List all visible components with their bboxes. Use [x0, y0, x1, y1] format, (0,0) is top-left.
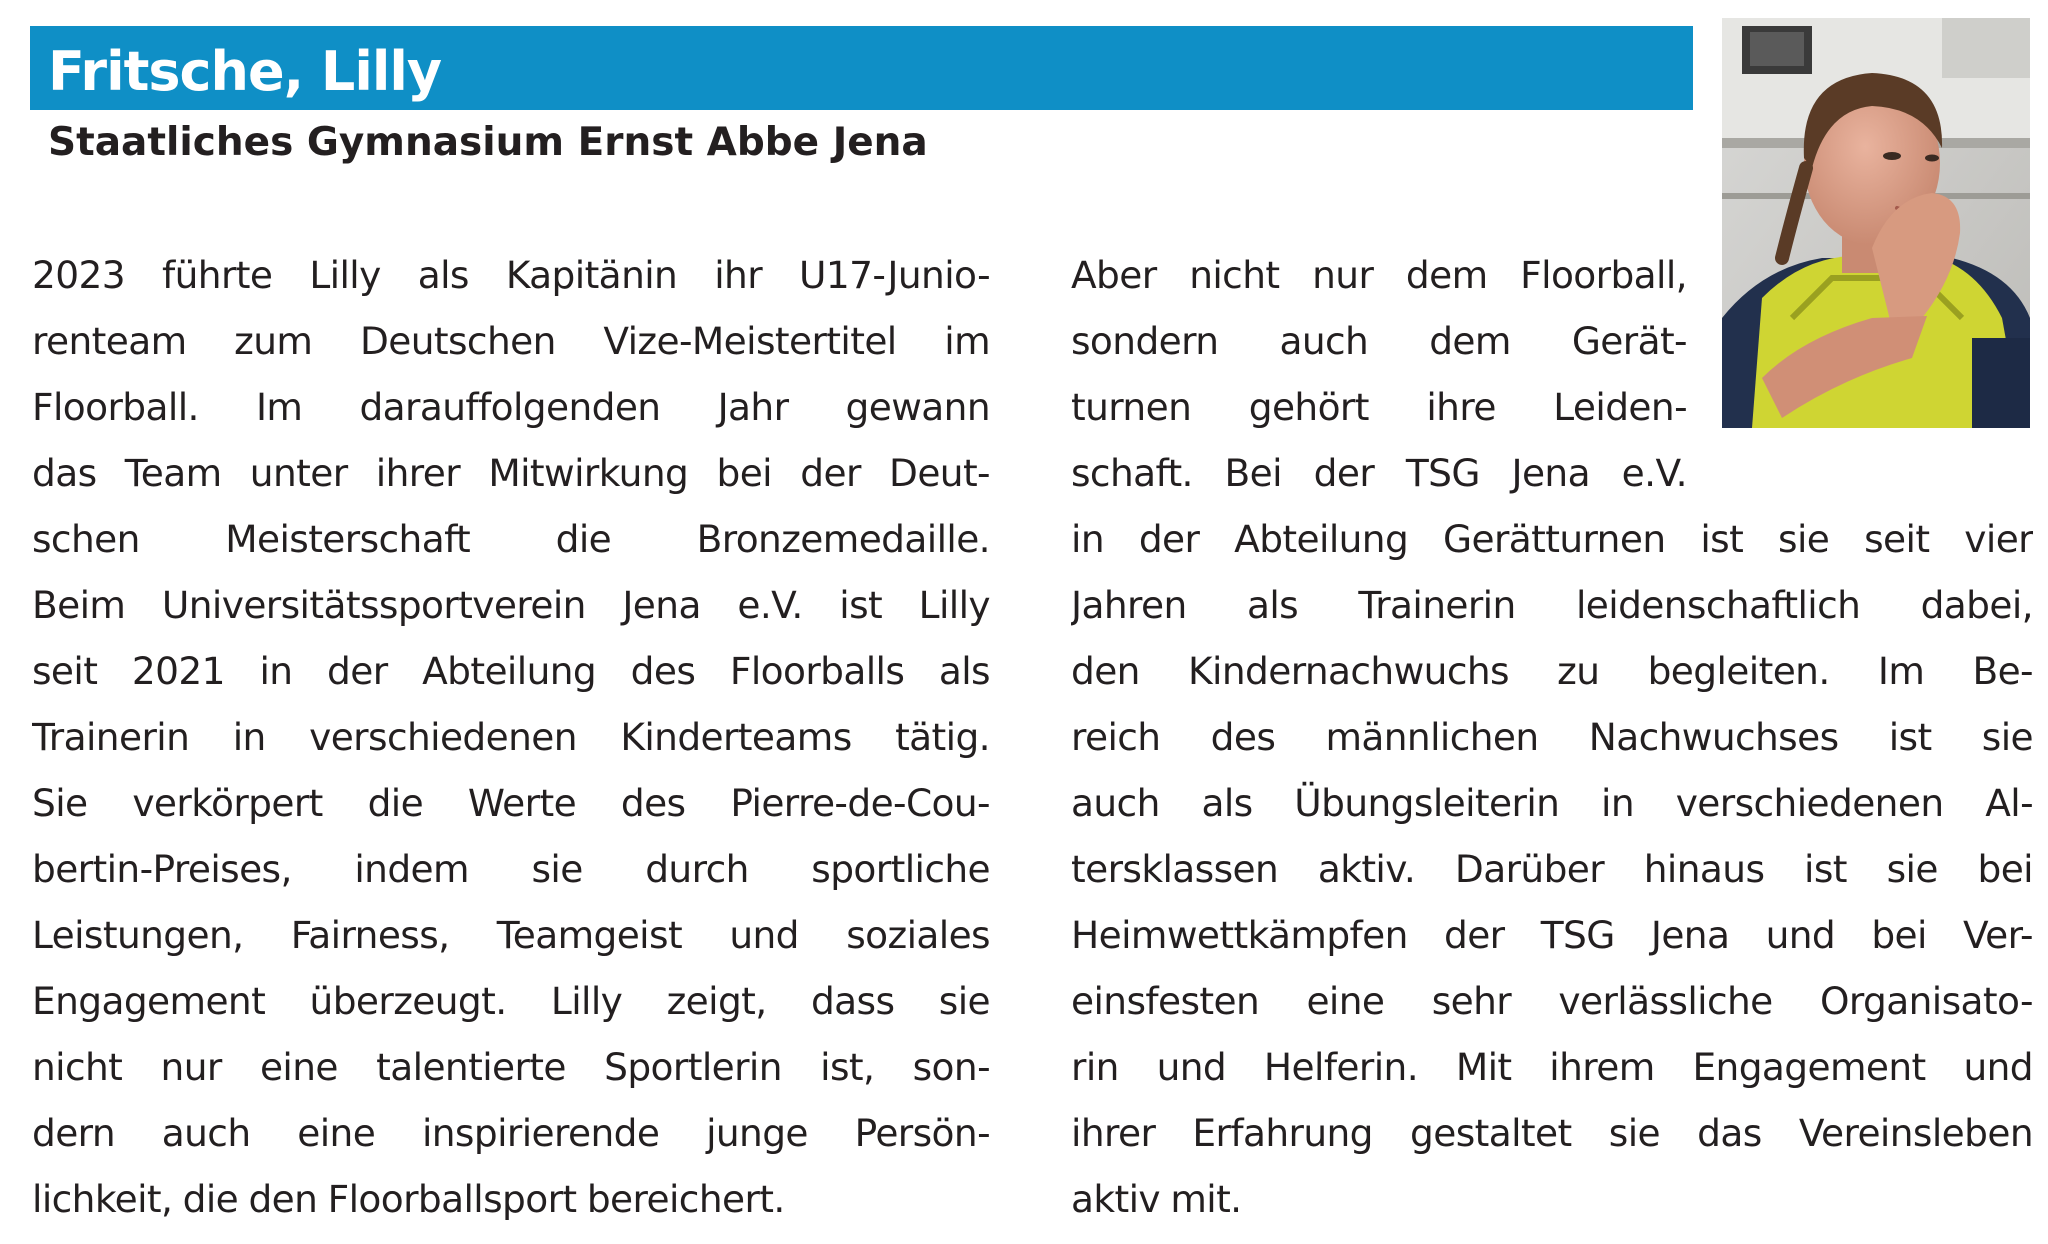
article-right-column-top — [1071, 242, 1687, 506]
text-line: Trainerin in verschiedenen Kinderteams tätig. — [32, 715, 990, 759]
text-line: schen Meisterschaft die Bronzemedaille. — [32, 517, 990, 561]
text-line: schaft. Bei der TSG Jena e.V. — [1071, 451, 1687, 495]
text-line: aktiv mit. — [1071, 1177, 1242, 1221]
text-line: Engagement überzeugt. Lilly zeigt, dass sie — [32, 979, 990, 1023]
text-line: Aber nicht nur dem Floorball, — [1071, 253, 1687, 297]
text-line: einsfesten eine sehr verlässliche Organisato- — [1071, 979, 2033, 1023]
text-line: turnen gehört ihre Leiden- — [1071, 385, 1687, 429]
portrait-photo-icon — [1722, 18, 2030, 428]
text-line: renteam zum Deutschen Vize-Meistertitel im — [32, 319, 990, 363]
text-line: bertin-Preises, indem sie durch sportliche — [32, 847, 990, 891]
text-line: tersklassen aktiv. Darüber hinaus ist sie bei — [1071, 847, 2033, 891]
text-line: nicht nur eine talentierte Sportlerin ist, son- — [32, 1045, 990, 1089]
text-line: sondern auch dem Gerät- — [1071, 319, 1687, 363]
text-line: das Team unter ihrer Mitwirkung bei der Deut- — [32, 451, 990, 495]
text-line: rin und Helferin. Mit ihrem Engagement und — [1071, 1045, 2033, 1089]
text-line: dern auch eine inspirierende junge Persön- — [32, 1111, 990, 1155]
portrait-photo — [1722, 18, 2030, 428]
person-name: Fritsche, Lilly — [48, 40, 442, 103]
article-left-column — [32, 242, 990, 1232]
text-line: Heimwettkämpfen der TSG Jena und bei Ver- — [1071, 913, 2033, 957]
text-line: reich des männlichen Nachwuchses ist sie — [1071, 715, 2033, 759]
school-name: Staatliches Gymnasium Ernst Abbe Jena — [48, 120, 928, 165]
article-right-column — [1071, 506, 2033, 1232]
text-line: seit 2021 in der Abteilung des Floorballs als — [32, 649, 990, 693]
text-line: Jahren als Trainerin leidenschaftlich dabei, — [1071, 583, 2033, 627]
text-line: 2023 führte Lilly als Kapitänin ihr U17-Junio- — [32, 253, 990, 297]
text-line: lichkeit, die den Floorballsport bereichert. — [32, 1177, 785, 1221]
text-line: Sie verkörpert die Werte des Pierre-de-Cou- — [32, 781, 990, 825]
text-line: in der Abteilung Gerätturnen ist sie seit vier — [1071, 517, 2033, 561]
text-line: Beim Universitätssportverein Jena e.V. ist Lilly — [32, 583, 990, 627]
text-line: auch als Übungsleiterin in verschiedenen Al- — [1071, 781, 2033, 825]
text-line: den Kindernachwuchs zu begleiten. Im Be- — [1071, 649, 2033, 693]
text-line: Floorball. Im darauffolgenden Jahr gewann — [32, 385, 990, 429]
text-line: Leistungen, Fairness, Teamgeist und soziales — [32, 913, 990, 957]
text-line: ihrer Erfahrung gestaltet sie das Vereinsleben — [1071, 1111, 2033, 1155]
